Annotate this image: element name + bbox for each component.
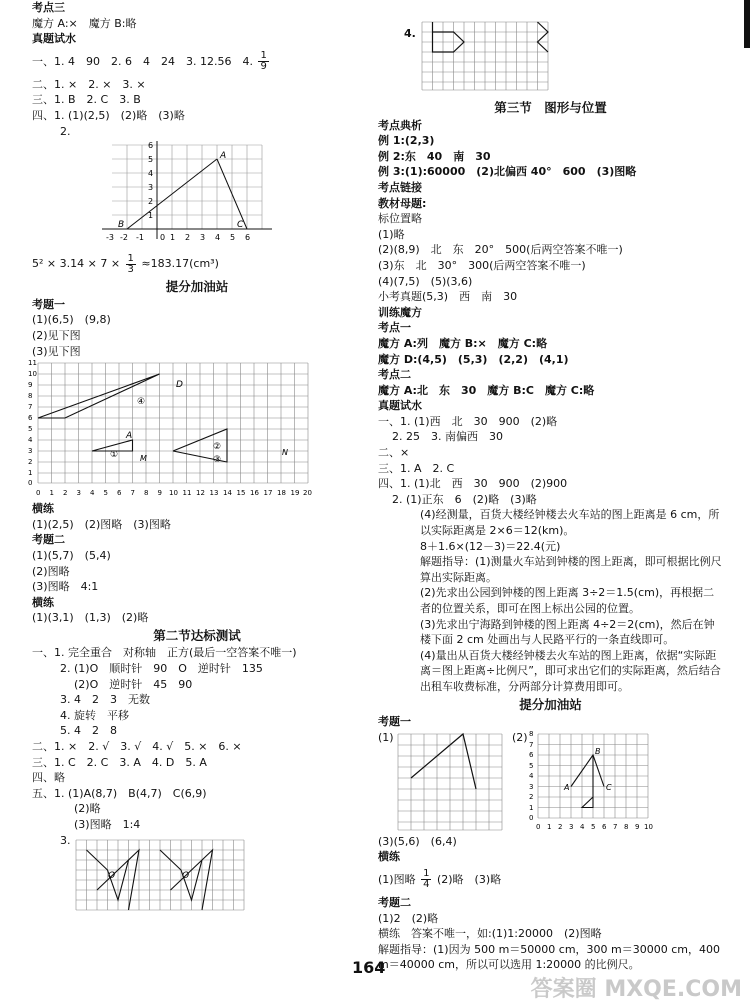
- x-tick: 6: [245, 233, 251, 243]
- page-number: 164: [352, 958, 386, 977]
- answer-line: (3)图略 4:1: [32, 580, 99, 594]
- point-label-c: C: [606, 782, 612, 792]
- x-tick: 19: [290, 489, 300, 498]
- y-tick: 1: [28, 469, 33, 478]
- y-tick: 1: [529, 803, 534, 812]
- answer-line: (3)图略 1:4: [74, 818, 141, 831]
- heading: 考题二: [378, 895, 411, 909]
- answer-paragraph: (4)经测量，百货大楼经钟楼去火车站的图上距离是 6 cm，所以实际距离是 2×6＝12(km)。: [420, 508, 720, 538]
- y-tick: 3: [148, 183, 154, 193]
- x-tick: 2: [558, 822, 563, 831]
- answer-line: 魔方 A:× 魔方 B:略: [32, 16, 137, 30]
- answer-line: 2. (1)O 顺时针 90 O 逆时针 135: [60, 662, 263, 676]
- x-tick: 2: [63, 489, 68, 498]
- heading: 训练魔方: [378, 305, 422, 319]
- x-tick: 8: [144, 489, 149, 498]
- answer-text: ≈183.17(cm³): [141, 257, 219, 271]
- hint-paragraph: 解题指导：(1)因为 500 m＝50000 cm，300 m＝30000 cm，400 m＝40000 cm，所以可以选用 1:20000 的比例尺。: [378, 942, 720, 972]
- x-tick: 20: [303, 489, 312, 498]
- y-tick: 6: [148, 141, 154, 151]
- y-tick: 0: [529, 813, 534, 822]
- answer-line: [378, 865, 723, 895]
- x-tick: 3: [569, 822, 574, 831]
- numerator: 1: [260, 50, 267, 62]
- y-tick: 2: [529, 792, 534, 801]
- heading: 真题试水: [378, 399, 422, 413]
- x-tick: 0: [536, 822, 541, 831]
- x-tick: 3: [200, 233, 206, 243]
- heading: 考点二: [378, 368, 411, 382]
- answer-line: (2)(8,9) 北 东 20° 500(后两空答案不唯一): [378, 243, 623, 257]
- x-tick: 5: [591, 822, 596, 831]
- x-tick: 5: [230, 233, 236, 243]
- shape-label-4: ④: [137, 397, 146, 408]
- fraction: [421, 869, 431, 890]
- point-label-b: B: [595, 746, 601, 756]
- x-tick: 1: [170, 233, 176, 243]
- x-tick: 7: [130, 489, 135, 498]
- answer-line: 二、1. × 2. × 3. ×: [32, 77, 146, 91]
- answer-line: 四、略: [32, 771, 65, 785]
- y-tick: 2: [28, 458, 33, 467]
- x-tick: 8: [624, 822, 629, 831]
- answer-text: (2)略 (3)略: [436, 872, 502, 886]
- x-tick: -1: [136, 233, 144, 243]
- shape-label-1: ①: [110, 450, 119, 461]
- x-tick: 13: [209, 489, 219, 498]
- answer-line: (1)(5,7) (5,4): [32, 548, 111, 562]
- point-label-a: A: [564, 782, 570, 792]
- answer-line: 三、1. A 2. C: [378, 461, 455, 475]
- answer-line: (2)略: [74, 802, 101, 816]
- answer-line: (1)略: [378, 227, 405, 241]
- answer-line: 例 1:(2,3): [378, 134, 435, 148]
- point-label-n: N: [282, 448, 288, 458]
- y-tick: 3: [28, 447, 33, 456]
- heading-zhenti: 真题试水: [32, 32, 76, 46]
- y-tick: 5: [148, 155, 154, 165]
- answer-line: 4.: [404, 27, 416, 40]
- x-tick: 4: [580, 822, 585, 831]
- grid-figure-flag: [420, 20, 560, 92]
- answer-line: (1)2 (2)略: [378, 911, 439, 925]
- answer-line: (1)(3,1) (1,3) (2)略: [32, 611, 149, 625]
- answer-line: (1)(2,5) (2)图略 (3)图略: [32, 517, 171, 531]
- grid-figure-path: [396, 732, 508, 832]
- shape-label-3: ③: [213, 455, 222, 466]
- answer-line: 2. (1)正东 6 (2)略 (3)略: [392, 492, 537, 506]
- hint-paragraph: (4)量出从百货大楼经钟楼去火车站的图上距离，依据“实际距离＝图上距离÷比例尺”，即可求出它们的实际距离，然后结合出租车收费标准，分两部分计算费用即可。: [420, 648, 721, 693]
- x-tick: 18: [277, 489, 286, 498]
- right-column: [378, 0, 723, 973]
- x-tick: 5: [103, 489, 108, 498]
- numerator: 1: [423, 868, 430, 880]
- answer-line: 魔方 D:(4,5) (5,3) (2,2) (4,1): [378, 352, 569, 366]
- section-title: 提分加油站: [519, 696, 582, 712]
- y-tick: 10: [28, 370, 37, 379]
- heading-kaodian3: 考点三: [32, 1, 65, 14]
- shape-label-2: ②: [213, 442, 222, 453]
- shape-label-d: D: [176, 380, 183, 391]
- grid-figure-rotation: [72, 836, 252, 914]
- x-tick: -2: [120, 233, 128, 243]
- x-tick: 3: [76, 489, 81, 498]
- left-column: [28, 0, 362, 914]
- heading: 考题一: [378, 715, 411, 729]
- heading: 横练: [378, 850, 400, 864]
- x-tick: 1: [49, 489, 54, 498]
- answer-line: (1)(6,5) (9,8): [32, 313, 111, 327]
- answer-text: (1)图略: [378, 872, 416, 886]
- y-tick: 1: [148, 211, 154, 221]
- x-tick: 0: [36, 489, 41, 498]
- x-tick: 9: [635, 822, 640, 831]
- x-tick: 10: [644, 822, 653, 831]
- answer-line: 魔方 A:列 魔方 B:× 魔方 C:略: [378, 336, 548, 350]
- answer-line: [32, 251, 362, 277]
- answer-line: (2)见下图: [32, 328, 81, 342]
- x-tick: 4: [90, 489, 95, 498]
- y-tick: 7: [28, 403, 33, 412]
- y-tick: 4: [148, 169, 154, 179]
- answer-line: 小考真题(5,3) 西 南 30: [378, 290, 518, 304]
- answer-line: 2. 25 3. 南偏西 30: [392, 430, 503, 444]
- answer-line: (2)图略: [32, 564, 70, 578]
- x-tick: 4: [215, 233, 221, 243]
- hint-paragraph: (3)先求出宁海路到钟楼的图上距离 4÷2＝2(cm)，然后在钟楼下面 2 cm 处画出与人民路平行的一条直线即可。: [420, 617, 715, 647]
- shape-label-a: A: [126, 431, 133, 442]
- section-title: 第二节达标测试: [153, 627, 241, 643]
- y-tick: 6: [28, 414, 33, 423]
- heading: 考题二: [32, 533, 65, 547]
- answer-line: 五、1. (1)A(8,7) B(4,7) C(6,9): [32, 786, 207, 800]
- denominator: 4: [423, 879, 430, 891]
- x-tick: 16: [250, 489, 259, 498]
- answer-line: 二、×: [378, 446, 410, 460]
- heading: 横练: [32, 595, 54, 609]
- y-tick: 5: [28, 425, 33, 434]
- x-tick: 14: [223, 489, 232, 498]
- answer-line: (3)(5,6) (6,4): [378, 834, 457, 848]
- point-label-m: M: [140, 454, 147, 464]
- x-tick: 11: [182, 489, 192, 498]
- y-tick: 6: [529, 750, 534, 759]
- point-label-o: O: [182, 871, 190, 882]
- answer-line: 一、1. 完全重合 对称轴 正方(最后一空答案不唯一): [32, 646, 297, 660]
- coordinate-graph-abc: [526, 730, 654, 834]
- answer-line: 三、1. C 2. C 3. A 4. D 5. A: [32, 755, 207, 769]
- answer-line: 3.: [60, 833, 71, 847]
- fraction: [126, 254, 136, 275]
- answer-line: 2.: [60, 124, 71, 138]
- point-label-c: C: [237, 220, 244, 231]
- section-title: 提分加油站: [165, 279, 229, 295]
- heading: 考题一: [32, 297, 65, 311]
- denominator: 3: [127, 263, 134, 275]
- y-tick: 7: [529, 740, 534, 749]
- point-label-a: A: [220, 151, 227, 162]
- grid-figure-shapes: [28, 359, 318, 501]
- answer-line: 4. 旋转 平移: [60, 708, 129, 722]
- heading: 横练: [32, 502, 54, 516]
- answer-line: 三、1. B 2. C 3. B: [32, 93, 141, 107]
- y-tick: 3: [529, 782, 534, 791]
- x-tick: 1: [547, 822, 552, 831]
- x-tick: 6: [117, 489, 122, 498]
- answer-line: 一、1. (1)西 北 30 900 (2)略: [378, 414, 558, 428]
- watermark: 答案圈 MXQE.COM: [530, 977, 742, 1002]
- answer-line: 魔方 A:北 东 30 魔方 B:C 魔方 C:略: [378, 383, 595, 397]
- answer-line: 8＋1.6×(12－3)＝22.4(元): [420, 539, 561, 553]
- answer-label: (1): [378, 730, 394, 744]
- numerator: 1: [127, 252, 134, 264]
- answer-label: (2): [512, 730, 528, 744]
- point-label-b: B: [118, 220, 125, 231]
- heading: 考点链接: [378, 180, 422, 194]
- answer-line: 例 2:东 40 南 30: [378, 149, 491, 163]
- y-tick: 4: [28, 436, 33, 445]
- y-tick: 0: [28, 479, 33, 488]
- coordinate-graph-triangle: [92, 139, 282, 251]
- answer-line: (3)见下图: [32, 344, 81, 358]
- x-tick: -3: [106, 233, 114, 243]
- x-tick: 6: [602, 822, 607, 831]
- heading: 考点典析: [378, 118, 422, 132]
- answer-line: 二、1. × 2. √ 3. √ 4. √ 5. × 6. ×: [32, 740, 242, 754]
- y-tick: 9: [28, 381, 33, 390]
- point-label-o: O: [108, 871, 116, 882]
- answer-line: 四、1. (1)(2,5) (2)略 (3)略: [32, 108, 185, 122]
- answer-line: 横练 答案不唯一，如:(1)1:20000 (2)图略: [378, 927, 602, 941]
- heading: 考点一: [378, 321, 411, 335]
- page-edge-bar: [744, 0, 750, 48]
- answer-text: 5² × 3.14 × 7 ×: [32, 257, 121, 271]
- y-tick: 4: [529, 771, 534, 780]
- x-tick: 12: [196, 489, 205, 498]
- figure-row: [378, 730, 723, 834]
- x-tick: 7: [613, 822, 618, 831]
- fraction: [258, 51, 268, 72]
- answer-line: (3)东 北 30° 300(后两空答案不唯一): [378, 258, 586, 272]
- hint-paragraph: 解题指导：(1)测量火车站到钟楼的图上距离，即可根据比例尺算出实际距离。: [420, 555, 722, 584]
- y-tick: 8: [28, 392, 33, 401]
- heading: 教材母题:: [378, 196, 427, 210]
- answer-line: 标位置略: [378, 212, 422, 226]
- y-tick: 11: [28, 359, 37, 368]
- answer-line: 四、1. (1)北 西 30 900 (2)900: [378, 477, 568, 491]
- x-tick: 17: [263, 489, 273, 498]
- answer-text: 一、1. 4 90 2. 6 4 24 3. 12.56 4.: [32, 54, 253, 68]
- answer-line: 3. 4 2 3 无数: [60, 693, 150, 707]
- y-tick: 2: [148, 197, 154, 207]
- denominator: 9: [260, 61, 267, 73]
- answer-line: 5. 4 2 8: [60, 724, 117, 738]
- answer-line: (4)(7,5) (5)(3,6): [378, 274, 473, 288]
- answer-line: 例 3:(1):60000 (2)北偏西 40° 600 (3)图略: [378, 165, 637, 179]
- x-tick: 15: [236, 489, 246, 498]
- answer-line: [32, 47, 362, 77]
- hint-paragraph: (2)先求出公园到钟楼的图上距离 3÷2＝1.5(cm)，再根据二者的位置关系，即可在图上标出公园的位置。: [420, 586, 715, 615]
- y-tick: 5: [529, 761, 534, 770]
- section-title: 第三节 图形与位置: [494, 100, 607, 115]
- answer-line: (2)O 逆时针 45 90: [74, 677, 193, 691]
- x-tick: 10: [169, 489, 178, 498]
- x-tick: 9: [157, 489, 162, 498]
- y-tick: 8: [529, 729, 534, 738]
- x-tick: 0: [160, 233, 166, 243]
- x-tick: 2: [185, 233, 191, 243]
